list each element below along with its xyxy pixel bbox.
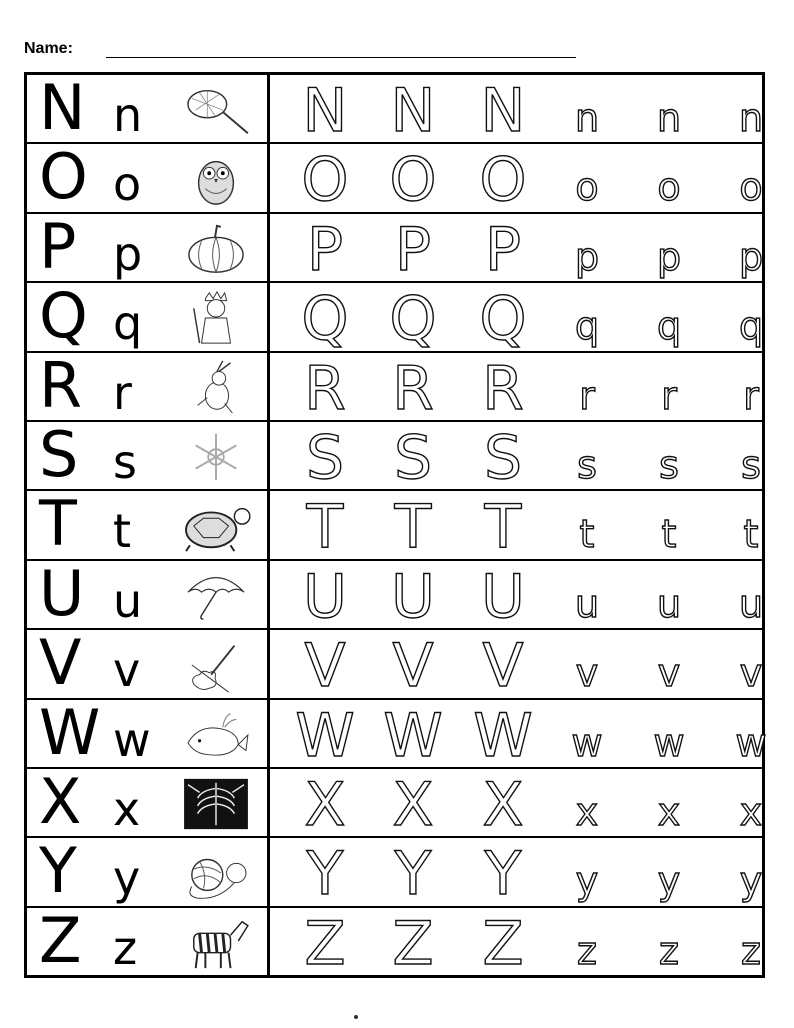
trace-uppercase[interactable]: P [394, 214, 432, 285]
trace-lowercase[interactable]: s [577, 442, 597, 487]
trace-uppercase[interactable]: R [304, 353, 346, 424]
trace-lowercase[interactable]: r [661, 373, 677, 418]
trace-lowercase[interactable]: o [657, 165, 681, 210]
name-field[interactable] [24, 38, 554, 62]
trace-uppercase[interactable]: W [473, 700, 533, 771]
uppercase-letter: N [39, 71, 86, 144]
tracing-cell[interactable] [270, 838, 763, 910]
trace-lowercase[interactable]: w [735, 720, 767, 765]
letter-row-r [27, 348, 762, 424]
name-line[interactable] [106, 57, 576, 58]
trace-uppercase[interactable]: S [483, 422, 523, 493]
letter-reference-cell [27, 903, 270, 977]
letter-reference-cell [27, 834, 270, 908]
yarn-icon [179, 844, 253, 902]
tracing-cell[interactable] [270, 422, 762, 493]
letter-reference-cell [27, 626, 270, 700]
trace-uppercase[interactable]: X [482, 769, 524, 840]
trace-lowercase[interactable]: p [656, 234, 682, 279]
trace-lowercase[interactable]: y [739, 859, 763, 904]
trace-lowercase[interactable]: o [739, 165, 763, 210]
trace-lowercase[interactable]: q [574, 304, 600, 349]
trace-uppercase[interactable]: Y [306, 839, 344, 910]
letter-row-u [27, 556, 764, 632]
trace-uppercase[interactable]: Z [392, 908, 434, 979]
trace-lowercase[interactable]: x [575, 789, 599, 834]
tracing-worksheet [24, 72, 765, 978]
letter-row-z [27, 903, 762, 979]
letter-reference-cell [27, 695, 270, 769]
trace-lowercase[interactable]: t [743, 512, 759, 557]
lowercase-letter: r [113, 365, 132, 420]
trace-lowercase[interactable]: r [743, 373, 759, 418]
trace-lowercase[interactable]: x [739, 789, 763, 834]
trace-uppercase[interactable]: N [390, 76, 436, 146]
trace-lowercase[interactable]: n [738, 96, 764, 140]
trace-uppercase[interactable]: O [479, 145, 527, 216]
letter-reference-cell [27, 71, 270, 144]
trace-lowercase[interactable]: y [575, 859, 599, 904]
tracing-cell[interactable] [270, 214, 764, 285]
letter-reference-cell [27, 556, 270, 630]
uppercase-letter: P [39, 209, 77, 283]
tracing-cell[interactable] [270, 908, 762, 979]
uppercase-letter: T [39, 487, 77, 561]
uppercase-letter: S [39, 417, 79, 491]
letter-row-y [27, 834, 763, 910]
uppercase-letter: Z [39, 903, 82, 977]
uppercase-letter: O [39, 140, 88, 214]
letter-row-q [27, 279, 764, 355]
trace-lowercase[interactable]: p [738, 234, 764, 279]
trace-lowercase[interactable]: w [653, 720, 685, 765]
trace-uppercase[interactable]: Z [304, 908, 346, 979]
trace-lowercase[interactable]: z [577, 928, 597, 973]
trace-uppercase[interactable]: Z [482, 908, 524, 979]
letter-row-x [27, 764, 763, 840]
lowercase-letter: p [113, 226, 143, 281]
trace-uppercase[interactable]: O [389, 145, 437, 216]
trace-uppercase[interactable]: N [480, 76, 526, 146]
umbrella-icon [179, 567, 253, 625]
letter-row-p [27, 209, 764, 285]
tracing-cell[interactable] [270, 353, 762, 424]
lowercase-letter: x [113, 781, 141, 836]
trace-uppercase[interactable]: S [305, 422, 345, 493]
rabbit-icon [179, 359, 253, 417]
footer-mark [354, 1015, 358, 1019]
tracing-cell[interactable] [270, 283, 764, 355]
lowercase-letter: n [113, 88, 143, 142]
trace-uppercase[interactable]: P [306, 214, 344, 285]
trace-uppercase[interactable]: W [295, 700, 355, 771]
trace-uppercase[interactable]: Y [394, 839, 432, 910]
trace-uppercase[interactable]: U [391, 561, 435, 632]
trace-uppercase[interactable]: V [392, 631, 434, 702]
letter-reference-cell [27, 209, 270, 283]
lowercase-letter: u [113, 573, 143, 628]
trace-lowercase[interactable]: n [574, 96, 600, 140]
uppercase-letter: V [39, 626, 82, 700]
zebra-icon [179, 914, 253, 972]
letter-row-o [27, 140, 763, 216]
trace-lowercase[interactable]: q [738, 304, 764, 349]
trace-uppercase[interactable]: W [383, 700, 443, 771]
trace-lowercase[interactable]: r [579, 373, 595, 418]
trace-uppercase[interactable]: V [482, 631, 524, 702]
letter-reference-cell [27, 279, 270, 353]
trace-lowercase[interactable]: p [574, 234, 600, 279]
trace-lowercase[interactable]: t [661, 512, 677, 557]
trace-uppercase[interactable]: T [306, 492, 344, 563]
lowercase-letter: w [113, 712, 151, 767]
trace-uppercase[interactable]: P [484, 214, 522, 285]
trace-uppercase[interactable]: R [482, 353, 524, 424]
uppercase-letter: Q [39, 279, 88, 353]
trace-uppercase[interactable]: Q [479, 284, 527, 355]
trace-lowercase[interactable]: z [659, 928, 679, 973]
owl-icon [179, 150, 253, 208]
trace-uppercase[interactable]: Y [484, 839, 522, 910]
trace-lowercase[interactable]: v [575, 651, 599, 696]
trace-uppercase[interactable]: Q [301, 284, 349, 355]
trace-uppercase[interactable]: O [301, 145, 349, 216]
lowercase-letter: s [113, 434, 137, 489]
tracing-cell[interactable] [270, 700, 767, 771]
trace-lowercase[interactable]: t [579, 512, 595, 557]
tracing-cell[interactable] [270, 144, 763, 216]
whale-icon [179, 706, 253, 764]
letter-reference-cell [27, 417, 270, 491]
xray-icon [179, 775, 253, 833]
trace-lowercase[interactable]: n [656, 96, 682, 140]
letter-reference-cell [27, 764, 270, 838]
letter-reference-cell [27, 348, 270, 422]
tracing-cell[interactable] [270, 491, 762, 563]
lowercase-letter: z [113, 920, 138, 975]
letter-reference-cell [27, 140, 270, 214]
letter-row-s [27, 417, 762, 493]
pumpkin-icon [179, 220, 253, 278]
trace-lowercase[interactable]: u [574, 581, 600, 626]
lowercase-letter: v [113, 643, 141, 698]
tracing-cell[interactable] [270, 561, 764, 632]
trace-lowercase[interactable]: w [571, 720, 603, 765]
trace-uppercase[interactable]: U [303, 561, 347, 632]
trace-lowercase[interactable]: o [575, 165, 599, 210]
snowflake-icon [179, 428, 253, 486]
butterfly-net-icon [179, 81, 253, 139]
trace-uppercase[interactable]: T [484, 492, 522, 563]
lowercase-letter: o [113, 157, 142, 212]
trace-uppercase[interactable]: S [393, 422, 433, 493]
trace-lowercase[interactable]: v [657, 651, 681, 696]
trace-lowercase[interactable]: s [659, 442, 679, 487]
letter-row-n [27, 71, 764, 146]
trace-uppercase[interactable]: R [392, 353, 434, 424]
trace-lowercase[interactable]: s [741, 442, 761, 487]
tracing-cell[interactable] [270, 630, 763, 702]
trace-uppercase[interactable]: U [481, 561, 525, 632]
trace-uppercase[interactable]: V [304, 631, 346, 702]
uppercase-letter: W [39, 695, 101, 769]
lowercase-letter: q [113, 296, 143, 351]
tracing-cell[interactable] [270, 75, 764, 146]
lowercase-letter: t [113, 504, 132, 559]
trace-uppercase[interactable]: Q [389, 284, 437, 355]
queen-icon [179, 289, 253, 347]
trace-lowercase[interactable]: x [657, 789, 681, 834]
name-label: Name: [24, 40, 73, 57]
turtle-icon [179, 497, 253, 555]
trace-lowercase[interactable]: u [738, 581, 764, 626]
trace-uppercase[interactable]: X [392, 769, 434, 840]
trace-uppercase[interactable]: X [304, 769, 346, 840]
trace-lowercase[interactable]: y [657, 859, 681, 904]
trace-uppercase[interactable]: T [394, 492, 432, 563]
trace-lowercase[interactable]: q [656, 304, 682, 349]
uppercase-letter: R [39, 348, 83, 422]
trace-lowercase[interactable]: v [739, 651, 763, 696]
lowercase-letter: y [113, 851, 141, 906]
uppercase-letter: U [39, 556, 85, 630]
violin-icon [179, 636, 253, 694]
uppercase-letter: Y [39, 834, 77, 908]
trace-lowercase[interactable]: z [741, 928, 761, 973]
letter-reference-cell [27, 487, 270, 561]
trace-uppercase[interactable]: N [302, 76, 348, 146]
letter-row-w [27, 695, 767, 771]
letter-row-v [27, 626, 763, 702]
letter-row-t [27, 487, 762, 563]
tracing-cell[interactable] [270, 769, 763, 840]
uppercase-letter: X [39, 764, 82, 838]
trace-lowercase[interactable]: u [656, 581, 682, 626]
